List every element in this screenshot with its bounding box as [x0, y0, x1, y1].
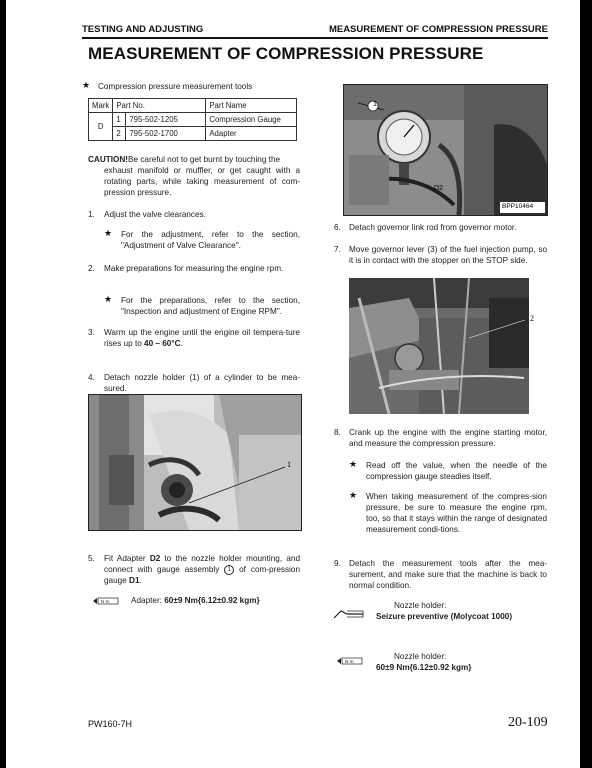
step-1: Adjust the valve clearances. [104, 210, 206, 219]
step-number: 9. [334, 559, 341, 568]
torque-icon-text: N·m [101, 599, 110, 604]
table-header-row [89, 99, 297, 113]
star-bullet: ★ [82, 80, 91, 90]
table-cell: 795-502-1700 [126, 127, 206, 141]
step-6: Detach governor link rod from governor motor. [349, 223, 517, 232]
torque-wrench-icon [336, 656, 364, 666]
step-5-text: to the nozzle holder mounting, and connect with gauge assembly [104, 554, 300, 574]
torque-label: Adapter: [131, 596, 165, 605]
step-5-tool: D2 [149, 554, 161, 563]
page-number: 20-109 [508, 715, 548, 730]
step-3-end: . [180, 339, 183, 348]
step-number: 4. [88, 373, 95, 382]
manual-page [6, 0, 580, 768]
compression-gauge-photo [343, 84, 548, 216]
torque-value: 60±9 Nm{6.12±0.92 kgm} [376, 663, 472, 672]
table-header-cell: Part Name [206, 99, 297, 113]
sealant-icon [333, 606, 365, 620]
step-3 [104, 327, 300, 349]
table-cell: Adapter [206, 127, 297, 141]
governor-lever-illustration [349, 278, 529, 414]
torque-label: Nozzle holder: [394, 652, 447, 661]
step-4: Detach nozzle holder (1) of a cylinder to be mea-sured. [104, 373, 300, 393]
step-number: 7. [334, 245, 341, 254]
table-cell: 1 [113, 113, 126, 127]
step-5-tool: D1 [129, 576, 140, 585]
star-bullet: ★ [104, 228, 113, 238]
page-title: MEASUREMENT OF COMPRESSION PRESSURE [88, 44, 484, 63]
governor-lever-photo [349, 278, 529, 414]
nozzle-holder-photo [88, 394, 302, 531]
table-cell-mark: D [89, 113, 113, 141]
nozzle-holder-illustration [89, 395, 301, 530]
header-rule [82, 37, 548, 39]
torque-value: 60±9 Nm{6.12±0.92 kgm} [164, 596, 260, 605]
figure-callout-label: 2 [530, 314, 534, 323]
table-cell: 2 [113, 127, 126, 141]
table-header-cell: Part No. [113, 99, 206, 113]
sealant-label: Nozzle holder: [394, 601, 447, 610]
step-7: Move governor lever (3) of the fuel injection pump, so it is in contact with the stopper on the STOP side. [349, 245, 547, 265]
star-bullet: ★ [104, 294, 113, 304]
step-number: 8. [334, 428, 341, 437]
table-cell: 795-502-1205 [126, 113, 206, 127]
step-number: 1. [88, 210, 95, 219]
step-5-torque [131, 595, 260, 606]
figure-callout-label: 1 [287, 460, 291, 469]
figure-callout-label: D2 [434, 185, 443, 192]
torque-wrench-icon [92, 596, 120, 606]
caution-label: CAUTION! [88, 155, 129, 164]
step-3-text: Warm up the engine until the engine oil tempera-ture rises up to [104, 328, 300, 348]
table-row [89, 127, 297, 141]
step-5 [104, 553, 300, 586]
step-2-note: For the preparations, refer to the section, "Inspection and adjustment of Engine RPM". [121, 296, 300, 316]
step-5-end: . [139, 576, 142, 585]
star-bullet: ★ [349, 490, 358, 500]
torque-icon-text: N·m [345, 659, 354, 664]
circled-number: 1 [224, 565, 234, 575]
step-number: 5. [88, 554, 95, 563]
sealant-value: Seizure preventive (Molycoat 1000) [376, 612, 513, 621]
step-number: 2. [88, 264, 95, 273]
step-2: Make preparations for measuring the engine rpm. [104, 264, 284, 273]
tools-table [88, 98, 297, 141]
figure-code: BPP10464 [502, 203, 534, 210]
step-number: 3. [88, 328, 95, 337]
step-5-text: Fit Adapter [104, 554, 150, 563]
section-header-left: TESTING AND ADJUSTING [82, 24, 204, 35]
caution-first-line: Be careful not to get burnt by touching the [128, 155, 281, 164]
caution-text [88, 154, 300, 165]
table-row [89, 113, 297, 127]
step-8-note-1: Read off the value, when the needle of the compression gauge steadies itself. [366, 461, 547, 481]
star-bullet: ★ [349, 459, 358, 469]
table-header-cell: Mark [89, 99, 113, 113]
table-cell: Compression Gauge [206, 113, 297, 127]
section-header-right: MEASUREMENT OF COMPRESSION PRESSURE [328, 24, 548, 35]
footer-model: PW160-7H [88, 719, 133, 729]
step-3-temperature: 40 – 60°C [144, 339, 181, 348]
step-number: 6. [334, 223, 341, 232]
caution-continuation: exhaust manifold or muffler, or get caught with a rotating parts, while taking measurement of com-pression pressure. [104, 166, 300, 197]
step-5-text: of com-pression gauge [104, 565, 300, 585]
step-8: Crank up the engine with the engine starting motor, and measure the compression pressure. [349, 428, 547, 448]
step-8-note-2: When taking measurement of the compres-sion pressure, be sure to measure the engine rpm, too, so that it stays within the range of designated measurement condi-tions. [366, 492, 547, 534]
step-9: Detach the measurement tools after the mea-surement, and make sure that the machine is back to normal condition. [349, 559, 547, 590]
figure-callout-label: 1 [373, 101, 377, 108]
tools-intro: Compression pressure measurement tools [98, 82, 253, 91]
step-1-note: For the adjustment, refer to the section, "Adjustment of Valve Clearance". [121, 230, 300, 250]
